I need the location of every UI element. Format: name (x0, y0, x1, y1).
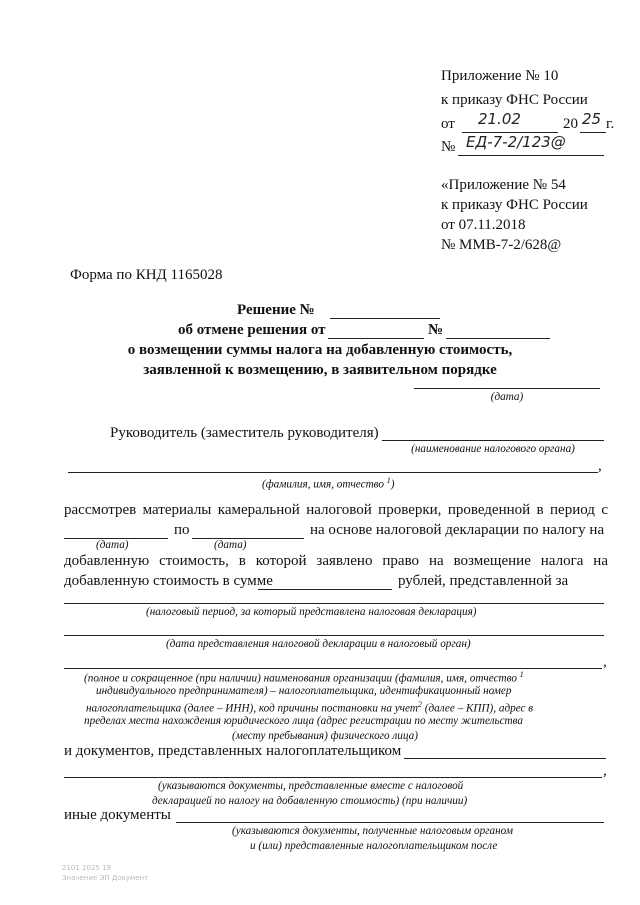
org-caption-line3 (86, 700, 533, 715)
other-documents-caption-line1: (указываются документы, полученные налоговым органом (232, 825, 513, 837)
documents-caption-line2: декларацией по налогу на добавленную стоимость) (при наличии) (152, 795, 468, 807)
prev-appendix-line3: от 07.11.2018 (441, 217, 526, 233)
fio-caption-close: ) (390, 478, 395, 491)
order-year-handwritten: 25 (582, 110, 602, 128)
fio-line (68, 472, 598, 473)
paragraph1-line1: рассмотрев материалы камеральной налоговой проверки, проведенной в период с (64, 502, 608, 518)
org-caption-line3-tail: (далее – КПП), адрес в (421, 702, 534, 715)
tax-authority-line (382, 440, 604, 441)
cancel-number-line (446, 338, 550, 339)
period-to-caption: (дата) (214, 539, 247, 551)
stamp-line2: Значение ЭП Документ (62, 874, 149, 882)
order-date-handwritten: 21.02 (478, 110, 521, 128)
title-line3: о возмещении суммы налога на добавленную стоимость, (127, 342, 513, 358)
fio-caption (262, 476, 395, 491)
documents-line2 (64, 777, 602, 778)
declaration-date-caption: (дата представления налоговой декларации в налоговый орган) (166, 638, 471, 650)
org-caption-line1-text: (полное и сокращенное (при наличии) наименования организации (фамилия, имя, отчество (84, 672, 517, 685)
org-caption-line2: индивидуального предпринимателя) – налогоплательщика, идентификационный номер (96, 685, 512, 697)
order-date-prefix: от (441, 116, 455, 132)
title-line4: заявленной к возмещению, в заявительном порядке (143, 362, 497, 378)
prev-appendix-line1: «Приложение № 54 (441, 177, 566, 193)
decision-number-line (330, 318, 440, 319)
paragraph1-line2-tail: на основе налоговой декларации по налогу на (310, 522, 605, 538)
appendix-number: Приложение № 10 (441, 68, 559, 84)
paragraph2-line1: добавленную стоимость, в которой заявлено право на возмещение налога на (64, 553, 608, 569)
fio-caption-footnote: 1 (386, 476, 391, 485)
order-year-prefix: 20 (563, 116, 578, 132)
head-label: Руководитель (заместитель руководителя) (110, 425, 379, 441)
stamp-line1: 2101 2025 19 (62, 864, 111, 872)
other-documents-label: иные документы (64, 807, 171, 823)
tax-period-caption: (налоговый период, за который представлена налоговая декларация) (146, 606, 477, 618)
period-from-caption: (дата) (96, 539, 129, 551)
title-cancel-number-sign: № (428, 322, 444, 338)
cancel-date-line (328, 338, 424, 339)
fio-comma: , (598, 458, 602, 474)
form-code: Форма по КНД 1165028 (70, 267, 223, 283)
paragraph2-line2-start: добавленную стоимость в сумме (64, 573, 273, 589)
order-number-handwritten: ЕД-7-2/123@ (466, 133, 566, 151)
other-documents-caption-line2: и (или) представленные налогоплательщиком после (250, 840, 498, 852)
period-po-label: по (174, 522, 190, 538)
order-year-underline (580, 132, 606, 133)
declaration-date-line (64, 635, 604, 636)
fio-caption-text: (фамилия, имя, отчество (262, 478, 384, 491)
org-caption-line3-text: налогоплательщика (далее – ИНН), код причины постановки на учет (86, 702, 418, 715)
org-caption-line5: (месту пребывания) физического лица) (232, 730, 418, 742)
documents-label: и документов, представленных налогоплательщиком (64, 743, 402, 759)
tax-authority-caption: (наименование налогового органа) (411, 443, 575, 455)
other-documents-line (176, 822, 604, 823)
paragraph2-line2-end: рублей, представленной за (398, 573, 569, 589)
order-number-underline (458, 155, 604, 156)
prev-appendix-line4: № ММВ-7-2/628@ (441, 237, 562, 253)
decision-date-line (414, 388, 600, 389)
title-cancel-decision: об отмене решения от (178, 322, 326, 338)
documents-comma: , (603, 763, 607, 779)
org-caption-footnote: 1 (519, 670, 524, 679)
documents-caption-line1: (указываются документы, представленные вместе с налоговой (158, 780, 464, 792)
order-year-suffix: г. (606, 116, 615, 132)
order-number-prefix: № (441, 139, 456, 155)
org-caption-line4: пределах места нахождения юридического лица (адрес регистрации по месту жительства (84, 715, 524, 727)
title-decision: Решение № (237, 302, 315, 318)
tax-period-line (64, 603, 604, 604)
prev-appendix-line2: к приказу ФНС России (441, 197, 588, 213)
period-to-line (192, 538, 304, 539)
order-reference: к приказу ФНС России (441, 92, 588, 108)
documents-line1 (404, 758, 606, 759)
org-caption-line1 (84, 670, 524, 685)
org-caption-kpp-footnote: 2 (417, 700, 422, 709)
organization-comma: , (603, 654, 607, 670)
amount-line (258, 589, 392, 590)
organization-line (64, 668, 602, 669)
decision-date-caption: (дата) (490, 391, 524, 403)
